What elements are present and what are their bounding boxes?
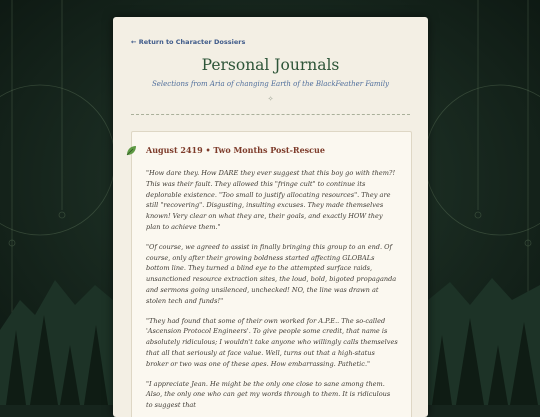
journal-entry: [131, 131, 412, 417]
journal-card: [113, 17, 428, 417]
back-link[interactable]: ← Return to Character Dossiers: [131, 38, 246, 46]
entry-date: August 2419 • Two Months Post-Rescue: [146, 145, 325, 155]
entry-paragraph: "They had found that some of their own worked for A.P.E.. The so-called 'Ascension Protocol Engineers'. To give people some credit, that name is absolutely ridiculous; I wouldn't take anyone who willingly calls themselves that all that seriously at face value. Well, turns out that a high-status broker or two was one of these apes. How embarrassing. Pathetic.": [146, 316, 398, 368]
entry-paragraph: "How dare they. How DARE they ever suggest that this boy go with them?! This was their fault. They allowed this "fringe cult" to continue its deplorable existence. "Too small to justify allocating resources". They are still "recovering". Disgusting, insulting excuses. They made themselves known! Very clear on what they are, their goals, and exactly HOW they plan to achieve them.": [146, 169, 396, 231]
page-subtitle: Selections from Aria of changing Earth of the BlackFeather Family: [151, 80, 390, 88]
ornament-icon: ✧: [267, 95, 274, 103]
entry-body: [146, 168, 398, 417]
entry-paragraph: "I appreciate Jean. He might be the only one close to sane among them. Also, the only one who can get my words through to them. It is ridiculous to suggest that: [146, 379, 391, 410]
leaf-icon: [125, 142, 137, 154]
entry-paragraph: "Of course, we agreed to assist in finally bringing this group to an end. Of course, only after their growing boldness started affecting GLOBALs bottom line. They turned a blind eye to the attempted surface raids, unsanctioned resource extraction sites, the loud, bold, bigoted propaganda and sermons going unsilenced, unchecked! NO, the line was drawn at stolen tech and funds!": [146, 242, 397, 305]
divider: [131, 114, 410, 115]
page-title: Personal Journals: [201, 56, 340, 74]
